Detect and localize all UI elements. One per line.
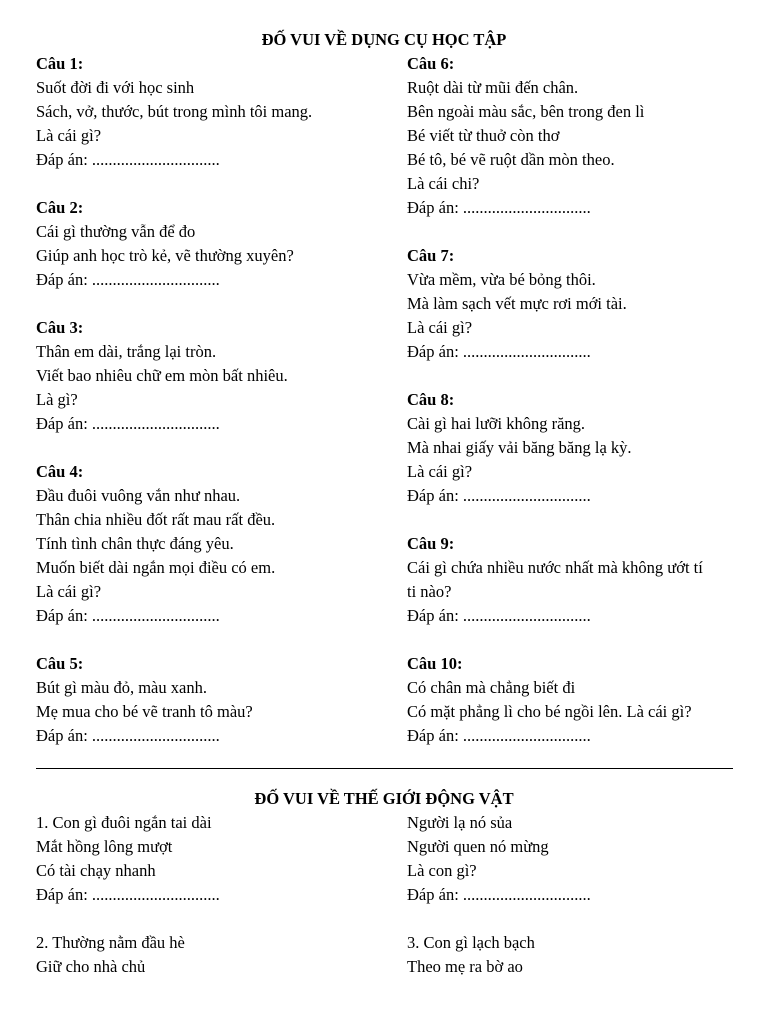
answer-line: Đáp án: ............................... [36,885,220,904]
answer-line: Đáp án: ............................... [407,342,591,361]
answer-line: Đáp án: ............................... [407,606,591,625]
riddle-line: Là cái gì? [407,462,473,481]
answer-line: Đáp án: ............................... [36,606,220,625]
answer-line: Đáp án: ............................... [407,486,591,505]
answer-line: Đáp án: ............................... [36,414,220,433]
riddle-line: Đầu đuôi vuông vắn như nhau. [36,486,241,505]
riddle-line: Giữ cho nhà chủ [36,957,146,976]
riddle-line: Mẹ mua cho bé vẽ tranh tô màu? [36,702,253,721]
answer-line: Đáp án: ............................... [36,150,220,169]
section-title-school-supplies: ĐỐ VUI VỀ DỤNG CỤ HỌC TẬP [261,30,507,49]
riddle-10 [407,652,737,748]
answer-line: Đáp án: ............................... [36,726,220,745]
riddle-heading: Câu 10: [407,654,463,673]
riddle-line: Sách, vở, thước, bút trong mình tôi mang. [36,102,313,121]
riddle-line: Thân chia nhiều đốt rất mau rất đều. [36,510,276,529]
riddle-heading: Câu 3: [36,318,84,337]
animal-riddle-2 [36,931,376,979]
riddle-line: Tính tình chân thực đáng yêu. [36,534,234,553]
riddle-heading: Câu 4: [36,462,84,481]
riddle-line: Mắt hồng lông mượt [36,837,173,856]
riddle-line: Cái gì chứa nhiều nước nhất mà không ướt tí [407,558,703,577]
riddle-9 [407,532,737,628]
right-column-animals [407,811,737,979]
riddle-line: Là cái gì? [36,582,102,601]
riddle-line: Người quen nó mừng [407,837,549,856]
riddle-4 [36,460,376,628]
riddle-6 [407,52,737,220]
riddle-line: Là con gì? [407,861,477,880]
riddle-line: Bé viết từ thuở còn thơ [407,126,560,145]
answer-line: Đáp án: ............................... [36,270,220,289]
riddle-2 [36,196,376,292]
riddle-heading: Câu 6: [407,54,455,73]
riddle-line: Mà nhai giấy vải băng băng lạ kỳ. [407,438,632,457]
section-title-animals: ĐỐ VUI VỀ THẾ GIỚI ĐỘNG VẬT [254,789,514,808]
riddle-line: Bé tô, bé vẽ ruột dần mòn theo. [407,150,615,169]
riddle-line: Có tài chạy nhanh [36,861,156,880]
riddle-line: Vừa mềm, vừa bé bỏng thôi. [407,270,596,289]
riddle-8 [407,388,737,508]
answer-line: Đáp án: ............................... [407,885,591,904]
riddle-line: Mà làm sạch vết mực rơi mới tài. [407,294,627,313]
riddle-line: Là cái gì? [407,318,473,337]
riddle-3 [36,316,376,436]
riddle-line: Có mặt phẳng lì cho bé ngồi lên. Là cái gì? [407,702,692,721]
riddle-line: ti nào? [407,582,452,601]
riddle-line: Có chân mà chẳng biết đi [407,678,576,697]
riddle-line: Bút gì màu đỏ, màu xanh. [36,678,207,697]
riddle-line: 1. Con gì đuôi ngắn tai dài [36,813,212,832]
riddle-line: Là cái gì? [36,126,102,145]
riddle-line: Viết bao nhiêu chữ em mòn bất nhiêu. [36,366,288,385]
right-column-school-supplies [407,52,737,748]
riddle-heading: Câu 5: [36,654,84,673]
section-divider [36,768,733,769]
riddle-heading: Câu 8: [407,390,455,409]
riddle-line: Thân em dài, trắng lại tròn. [36,342,217,361]
riddle-heading: Câu 2: [36,198,84,217]
riddle-line: Suốt đời đi với học sinh [36,78,195,97]
riddle-line: Bên ngoài màu sắc, bên trong đen lì [407,102,645,121]
riddle-1 [36,52,376,172]
riddle-heading: Câu 7: [407,246,455,265]
riddle-line: Ruột dài từ mũi đến chân. [407,78,579,97]
animal-riddle-3 [407,931,737,979]
animal-riddle-1 [36,811,376,907]
riddle-heading: Câu 1: [36,54,84,73]
left-column-animals [36,811,376,979]
animal-riddle-2-continued [407,811,737,907]
riddle-line: Cài gì hai lưỡi không răng. [407,414,586,433]
answer-line: Đáp án: ............................... [407,726,591,745]
riddle-line: Giúp anh học trò kẻ, vẽ thường xuyên? [36,246,294,265]
riddle-line: Theo mẹ ra bờ ao [407,957,523,976]
riddle-line: Là gì? [36,390,78,409]
riddle-5 [36,652,376,748]
riddle-line: 3. Con gì lạch bạch [407,933,535,952]
answer-line: Đáp án: ............................... [407,198,591,217]
riddle-line: Muốn biết dài ngắn mọi điều có em. [36,558,276,577]
riddle-heading: Câu 9: [407,534,455,553]
riddle-line: Là cái chi? [407,174,480,193]
left-column-school-supplies [36,52,376,748]
riddle-7 [407,244,737,364]
riddle-line: Người lạ nó sủa [407,813,513,832]
riddle-line: 2. Thường nằm đầu hè [36,933,185,952]
riddle-line: Cái gì thường vẫn để đo [36,222,196,241]
